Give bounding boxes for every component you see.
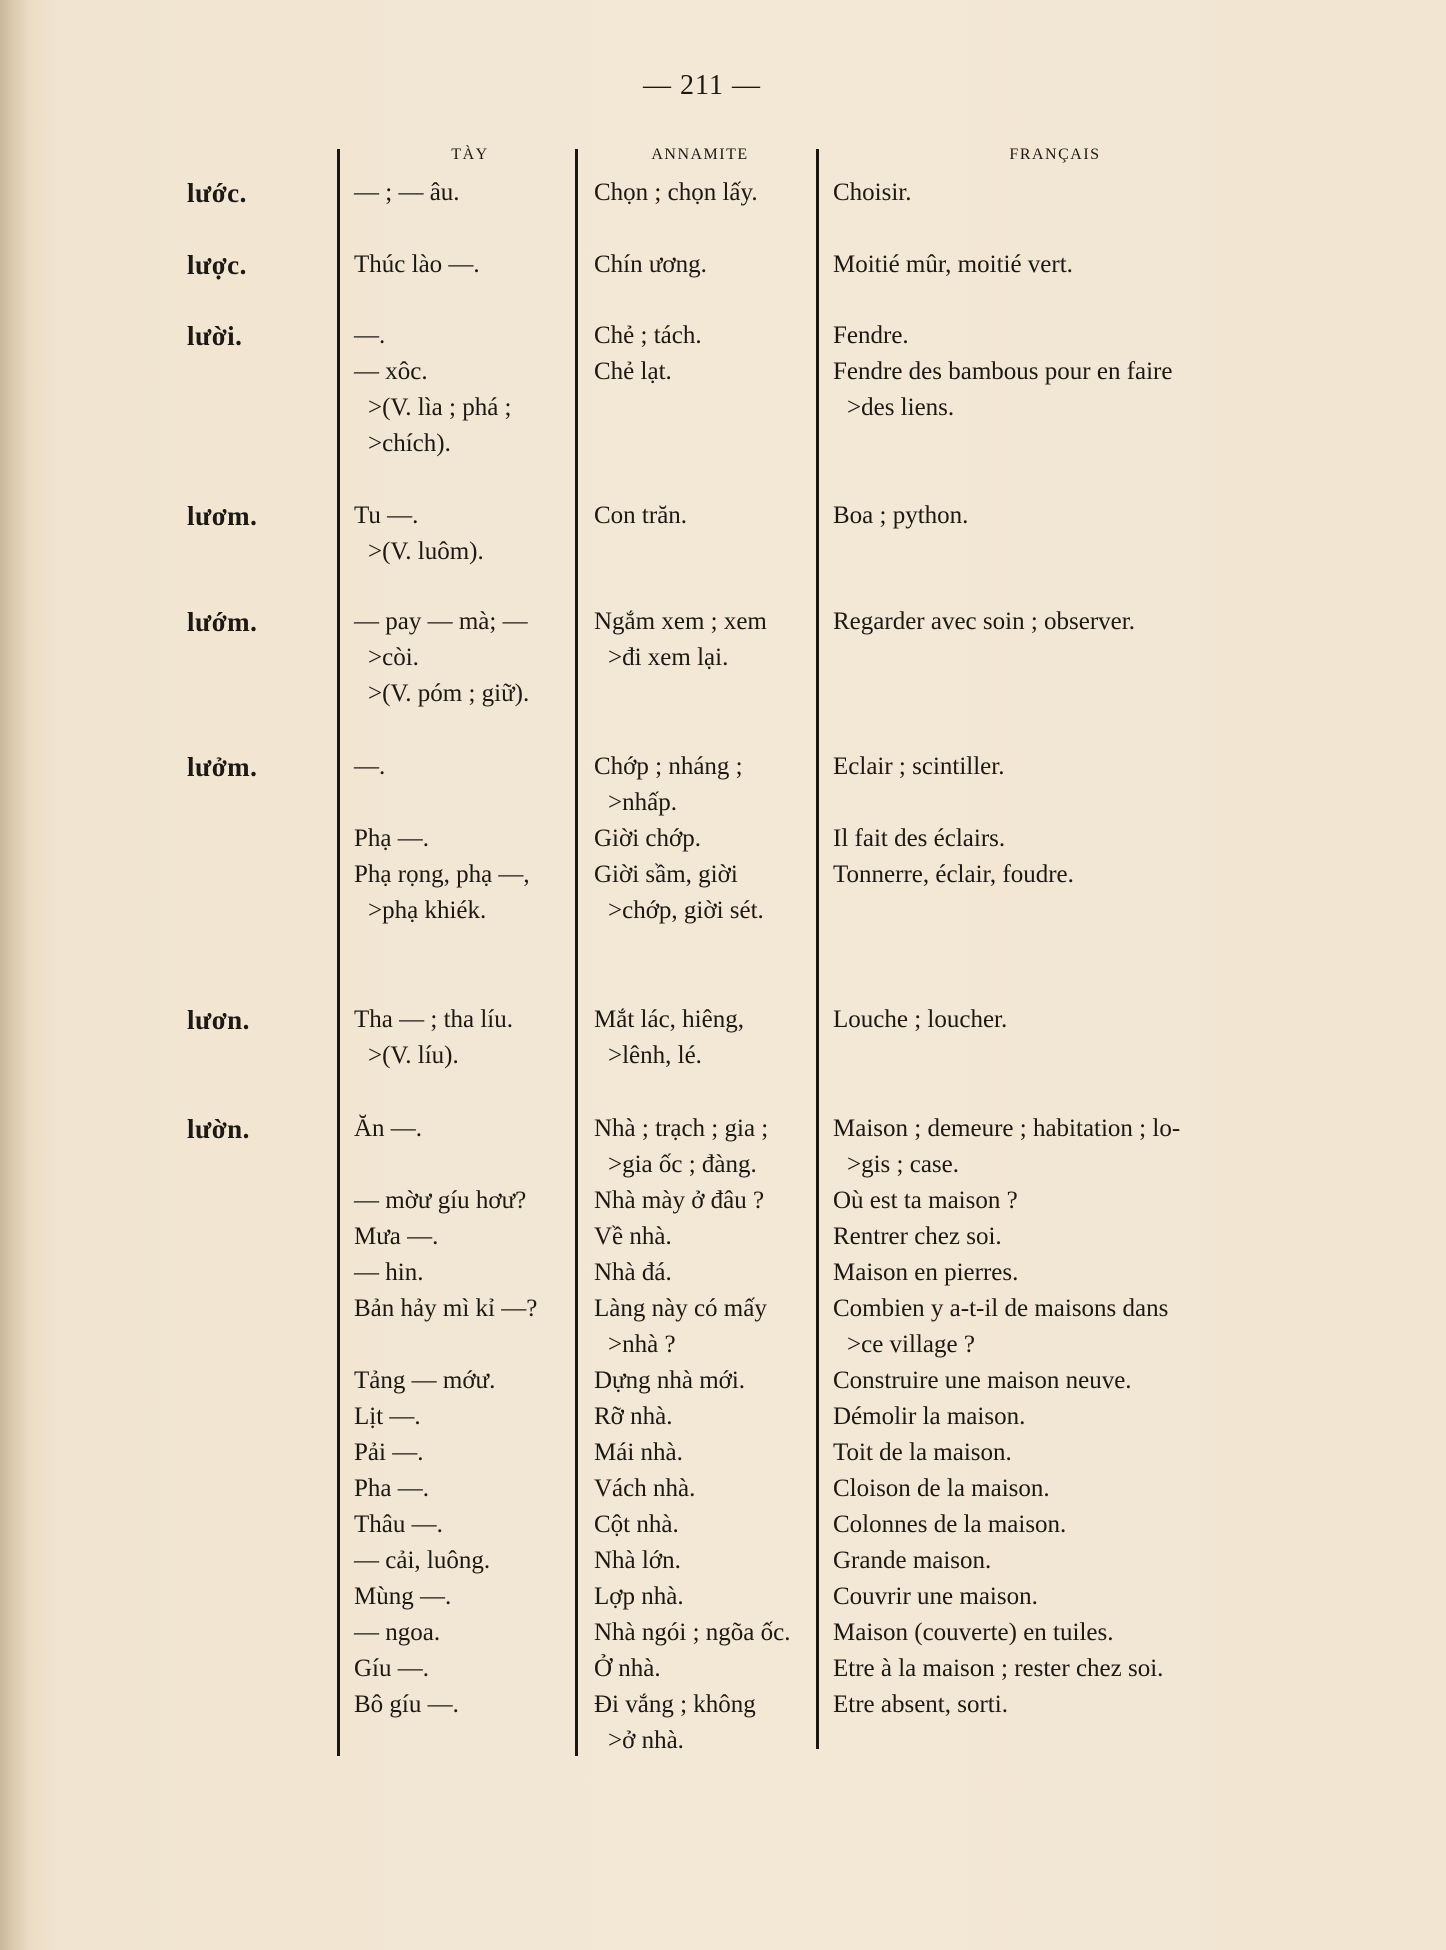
annamite-line: >chớp, giời sét. — [608, 897, 764, 924]
column-tay — [354, 1002, 513, 1074]
header-francais: FRANÇAIS — [1009, 146, 1101, 163]
francais-line: Maison ; demeure ; habitation ; lo- — [833, 1115, 1181, 1142]
tay-line — [354, 1327, 537, 1363]
francais-line: >des liens. — [847, 394, 955, 421]
column-annamite — [594, 1111, 790, 1759]
annamite-line: Làng này có mấy — [594, 1295, 767, 1322]
annamite-line: Chín ương. — [594, 251, 707, 278]
tay-line: Tha — ; tha líu. — [354, 1006, 513, 1033]
tay-line: Mùng —. — [354, 1583, 452, 1610]
annamite-line: Nhà mày ở đâu ? — [594, 1187, 765, 1214]
column-tay — [354, 749, 530, 929]
annamite-line: Giời chớp. — [594, 825, 701, 852]
tay-line: Mưa —. — [354, 1223, 439, 1250]
annamite-line: Chớp ; nháng ; — [594, 753, 743, 780]
tay-line: —. — [354, 753, 386, 780]
tay-line: >còi. — [368, 644, 419, 671]
tay-line: >(V. póm ; giữ). — [368, 680, 530, 707]
header-annamite: ANNAMITE — [651, 146, 749, 163]
francais-line: Maison en pierres. — [833, 1259, 1019, 1286]
francais-line: >ce village ? — [847, 1331, 975, 1358]
francais-line: Louche ; loucher. — [833, 1006, 1008, 1033]
tay-line: Thâu —. — [354, 1511, 443, 1538]
francais-line — [833, 785, 1074, 821]
annamite-line: >lênh, lé. — [608, 1042, 702, 1069]
annamite-line: Đi vắng ; không — [594, 1691, 756, 1718]
page-number: — 211 — — [643, 70, 761, 101]
headword: lưởm. — [187, 752, 258, 782]
headword: lươn. — [187, 1005, 250, 1035]
francais-line: Maison (couverte) en tuiles. — [833, 1619, 1114, 1646]
annamite-line: Chẻ lạt. — [594, 358, 672, 385]
annamite-line: >nhấp. — [608, 789, 677, 816]
column-francais — [833, 1002, 1007, 1038]
francais-line: Démolir la maison. — [833, 1403, 1026, 1430]
francais-line: Choisir. — [833, 179, 912, 206]
annamite-line: Mắt lác, hiêng, — [594, 1006, 744, 1033]
column-tay — [354, 318, 511, 462]
annamite-line: Mái nhà. — [594, 1439, 683, 1466]
francais-line: Fendre. — [833, 322, 909, 349]
annamite-line: Dựng nhà mới. — [594, 1367, 746, 1394]
headword: lườn. — [187, 1114, 250, 1144]
francais-line: Moitié mûr, moitié vert. — [833, 251, 1073, 278]
headword: lước. — [187, 178, 247, 208]
francais-line: Couvrir une maison. — [833, 1583, 1038, 1610]
annamite-line: Giời sầm, giời — [594, 861, 738, 888]
column-annamite — [594, 749, 764, 929]
annamite-line: Ngắm xem ; xem — [594, 608, 767, 635]
tay-line: >phạ khiék. — [368, 897, 487, 924]
tay-line: Phạ —. — [354, 825, 429, 852]
headword: lược. — [187, 250, 247, 280]
column-divider — [816, 149, 819, 1749]
tay-line: Phạ rọng, phạ —, — [354, 861, 530, 888]
annamite-line: Nhà ; trạch ; gia ; — [594, 1115, 769, 1142]
annamite-line: Cột nhà. — [594, 1511, 679, 1538]
column-annamite — [594, 247, 707, 283]
tay-line: >(V. líu). — [368, 1042, 459, 1069]
tay-line: Pha —. — [354, 1475, 429, 1502]
column-francais — [833, 318, 1172, 426]
francais-line: >gis ; case. — [847, 1151, 959, 1178]
column-tay — [354, 498, 484, 570]
annamite-line: Nhà đá. — [594, 1259, 672, 1286]
tay-line: Bản hảy mì kỉ —? — [354, 1295, 538, 1322]
column-francais — [833, 175, 912, 211]
francais-line: Colonnes de la maison. — [833, 1511, 1067, 1538]
annamite-line: >đi xem lại. — [608, 644, 729, 671]
francais-line: Où est ta maison ? — [833, 1187, 1018, 1214]
column-annamite — [594, 318, 702, 390]
tay-line: — mờư gíu hơư? — [354, 1187, 527, 1214]
column-divider — [337, 149, 340, 1756]
headword: lười. — [187, 321, 243, 351]
tay-line: —. — [354, 322, 386, 349]
column-annamite — [594, 498, 687, 534]
tay-line: Gíu —. — [354, 1655, 429, 1682]
annamite-line: Nhà lớn. — [594, 1547, 681, 1574]
column-tay — [354, 604, 529, 712]
annamite-line: Chẻ ; tách. — [594, 322, 702, 349]
francais-line: Grande maison. — [833, 1547, 992, 1574]
column-francais — [833, 1111, 1180, 1723]
francais-line: Regarder avec soin ; observer. — [833, 608, 1135, 635]
annamite-line: Con trăn. — [594, 502, 688, 529]
headword: lươm. — [187, 501, 258, 531]
francais-line: Cloison de la maison. — [833, 1475, 1050, 1502]
francais-line: Etre à la maison ; rester chez soi. — [833, 1655, 1164, 1682]
annamite-line: Nhà ngói ; ngõa ốc. — [594, 1619, 791, 1646]
column-francais — [833, 498, 968, 534]
tay-line: Bô gíu —. — [354, 1691, 459, 1718]
francais-line: Boa ; python. — [833, 502, 969, 529]
column-francais — [833, 749, 1074, 893]
tay-line: — cải, luông. — [354, 1547, 491, 1574]
tay-line: Thúc lào —. — [354, 251, 480, 278]
francais-line: Etre absent, sorti. — [833, 1691, 1008, 1718]
francais-line: Construire une maison neuve. — [833, 1367, 1132, 1394]
annamite-line: >ở nhà. — [608, 1727, 684, 1754]
annamite-line: Chọn ; chọn lấy. — [594, 179, 758, 206]
tay-line: >(V. luôm). — [368, 538, 484, 565]
tay-line — [354, 785, 530, 821]
tay-line: — ; — âu. — [354, 179, 460, 206]
francais-line: Combien y a-t-il de maisons dans — [833, 1295, 1169, 1322]
tay-line — [354, 1147, 537, 1183]
annamite-line: >gia ốc ; đàng. — [608, 1151, 757, 1178]
francais-line: Tonnerre, éclair, foudre. — [833, 861, 1074, 888]
column-francais — [833, 604, 1135, 640]
tay-line: Tảng — mớư. — [354, 1367, 496, 1394]
column-tay — [354, 175, 460, 211]
column-annamite — [594, 604, 767, 676]
francais-line: Eclair ; scintiller. — [833, 753, 1005, 780]
annamite-line: >nhà ? — [608, 1331, 676, 1358]
tay-line: — pay — mà; — — [354, 608, 528, 635]
tay-line: >chích). — [368, 430, 451, 457]
headword: lướm. — [187, 607, 258, 637]
column-annamite — [594, 175, 758, 211]
tay-line: — hin. — [354, 1259, 424, 1286]
header-tay: TÀY — [451, 146, 489, 163]
francais-line: Il fait des éclairs. — [833, 825, 1006, 852]
column-tay — [354, 247, 480, 283]
column-divider — [575, 149, 578, 1756]
column-tay — [354, 1111, 537, 1723]
column-annamite — [594, 1002, 744, 1074]
tay-line: — ngoa. — [354, 1619, 441, 1646]
annamite-line: Về nhà. — [594, 1223, 672, 1250]
francais-line: Rentrer chez soi. — [833, 1223, 1002, 1250]
tay-line: Lịt —. — [354, 1403, 421, 1430]
annamite-line: Ở nhà. — [594, 1655, 661, 1682]
francais-line: Toit de la maison. — [833, 1439, 1012, 1466]
francais-line: Fendre des bambous pour en faire — [833, 358, 1173, 385]
tay-line: — xôc. — [354, 358, 428, 385]
tay-line: Ăn —. — [354, 1115, 423, 1142]
annamite-line: Rỡ nhà. — [594, 1403, 673, 1430]
tay-line: >(V. lìa ; phá ; — [368, 394, 512, 421]
annamite-line: Vách nhà. — [594, 1475, 696, 1502]
annamite-line: Lợp nhà. — [594, 1583, 684, 1610]
column-francais — [833, 247, 1073, 283]
tay-line: Tu —. — [354, 502, 419, 529]
tay-line: Pải —. — [354, 1439, 424, 1466]
